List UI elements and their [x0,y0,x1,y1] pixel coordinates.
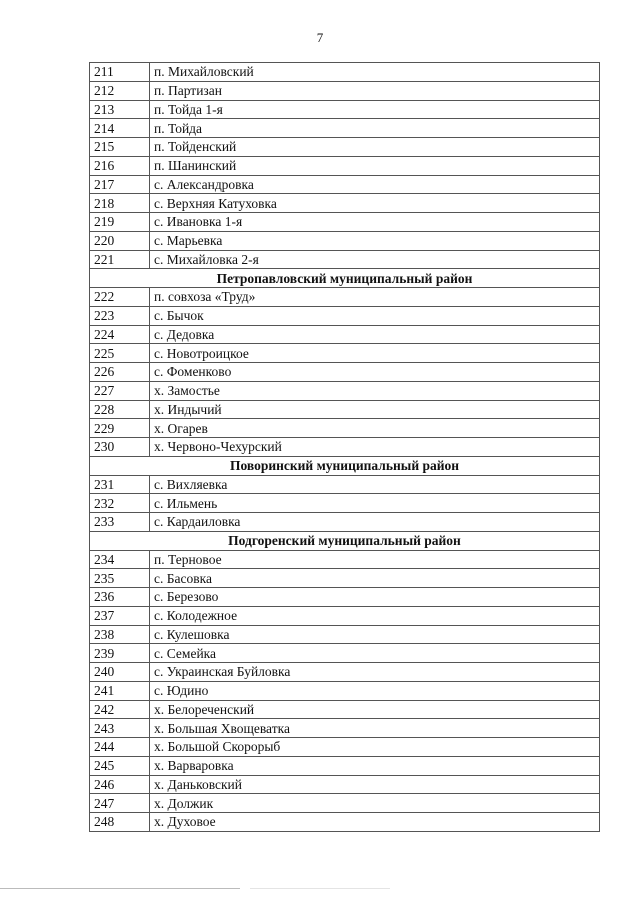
row-number: 240 [90,663,150,682]
row-number: 216 [90,156,150,175]
settlement-name: п. совхоза «Труд» [150,288,600,307]
settlements-table [89,62,600,832]
row-number: 235 [90,569,150,588]
table-row [90,63,600,82]
settlement-name: х. Замостье [150,381,600,400]
table-row [90,775,600,794]
row-number: 248 [90,813,150,832]
row-number: 225 [90,344,150,363]
table-row [90,119,600,138]
settlement-name: с. Вихляевка [150,475,600,494]
table-row [90,231,600,250]
settlement-name: с. Ильмень [150,494,600,513]
row-number: 244 [90,738,150,757]
settlement-name: х. Белореченский [150,700,600,719]
row-number: 220 [90,231,150,250]
settlement-name: х. Духовое [150,813,600,832]
table-row [90,81,600,100]
footer-rule [0,888,240,889]
table-row [90,813,600,832]
settlement-name: п. Партизан [150,81,600,100]
section-header-row [90,456,600,475]
page-number: 7 [316,30,324,45]
row-number: 223 [90,306,150,325]
settlement-name: х. Индычий [150,400,600,419]
settlement-name: п. Шанинский [150,156,600,175]
row-number: 236 [90,588,150,607]
settlement-name: х. Большая Хвощеватка [150,719,600,738]
table-row [90,625,600,644]
table-row [90,550,600,569]
row-number: 239 [90,644,150,663]
settlement-name: с. Украинская Буйловка [150,663,600,682]
row-number: 218 [90,194,150,213]
table-row [90,288,600,307]
row-number: 241 [90,681,150,700]
table-row [90,344,600,363]
row-number: 226 [90,363,150,382]
table-row [90,138,600,157]
settlement-name: с. Кардаиловка [150,513,600,532]
settlement-name: с. Александровка [150,175,600,194]
row-number: 219 [90,213,150,232]
settlement-name: с. Михайловка 2-я [150,250,600,269]
row-number: 212 [90,81,150,100]
settlement-name: п. Тойда [150,119,600,138]
table-row [90,100,600,119]
settlement-name: х. Огарев [150,419,600,438]
table-row [90,325,600,344]
table-row [90,494,600,513]
section-title: Поворинский муниципальный район [90,456,600,475]
table-row [90,250,600,269]
footer-rule [250,888,390,889]
table-row [90,175,600,194]
table-row [90,513,600,532]
settlement-name: х. Червоно-Чехурский [150,438,600,457]
section-title: Петропавловский муниципальный район [90,269,600,288]
settlement-name: х. Большой Скорорыб [150,738,600,757]
settlement-name: с. Марьевка [150,231,600,250]
row-number: 214 [90,119,150,138]
row-number: 245 [90,756,150,775]
row-number: 230 [90,438,150,457]
table-row [90,438,600,457]
settlement-name: п. Тойда 1-я [150,100,600,119]
settlement-name: с. Кулешовка [150,625,600,644]
row-number: 229 [90,419,150,438]
settlement-name: с. Колодежное [150,606,600,625]
row-number: 215 [90,138,150,157]
table-row [90,363,600,382]
settlement-name: с. Новотроицкое [150,344,600,363]
table-row [90,381,600,400]
row-number: 233 [90,513,150,532]
settlement-name: с. Березово [150,588,600,607]
row-number: 234 [90,550,150,569]
table-body [90,63,600,832]
table-row [90,194,600,213]
settlement-name: с. Бычок [150,306,600,325]
table-row [90,719,600,738]
table-row [90,681,600,700]
table-row [90,156,600,175]
settlement-name: с. Ивановка 1-я [150,213,600,232]
row-number: 222 [90,288,150,307]
table-row [90,756,600,775]
settlement-name: п. Михайловский [150,63,600,82]
table-row [90,306,600,325]
section-header-row [90,531,600,550]
row-number: 238 [90,625,150,644]
settlement-name: с. Дедовка [150,325,600,344]
table-row [90,475,600,494]
row-number: 211 [90,63,150,82]
row-number: 231 [90,475,150,494]
row-number: 237 [90,606,150,625]
table-row [90,738,600,757]
row-number: 242 [90,700,150,719]
settlement-name: п. Терновое [150,550,600,569]
row-number: 243 [90,719,150,738]
row-number: 213 [90,100,150,119]
settlement-name: с. Верхняя Катуховка [150,194,600,213]
row-number: 247 [90,794,150,813]
row-number: 227 [90,381,150,400]
settlement-name: с. Фоменково [150,363,600,382]
row-number: 221 [90,250,150,269]
settlement-name: п. Тойденский [150,138,600,157]
row-number: 232 [90,494,150,513]
table-row [90,419,600,438]
settlement-name: с. Семейка [150,644,600,663]
section-title: Подгоренский муниципальный район [90,531,600,550]
table-row [90,644,600,663]
section-header-row [90,269,600,288]
table-row [90,569,600,588]
table-row [90,794,600,813]
settlement-name: с. Юдино [150,681,600,700]
settlement-name: х. Варваровка [150,756,600,775]
table-row [90,663,600,682]
row-number: 224 [90,325,150,344]
table-row [90,700,600,719]
settlement-name: х. Даньковский [150,775,600,794]
row-number: 228 [90,400,150,419]
table-row [90,400,600,419]
row-number: 246 [90,775,150,794]
settlement-name: с. Басовка [150,569,600,588]
table-row [90,606,600,625]
table-row [90,213,600,232]
table-row [90,588,600,607]
row-number: 217 [90,175,150,194]
settlement-name: х. Должик [150,794,600,813]
